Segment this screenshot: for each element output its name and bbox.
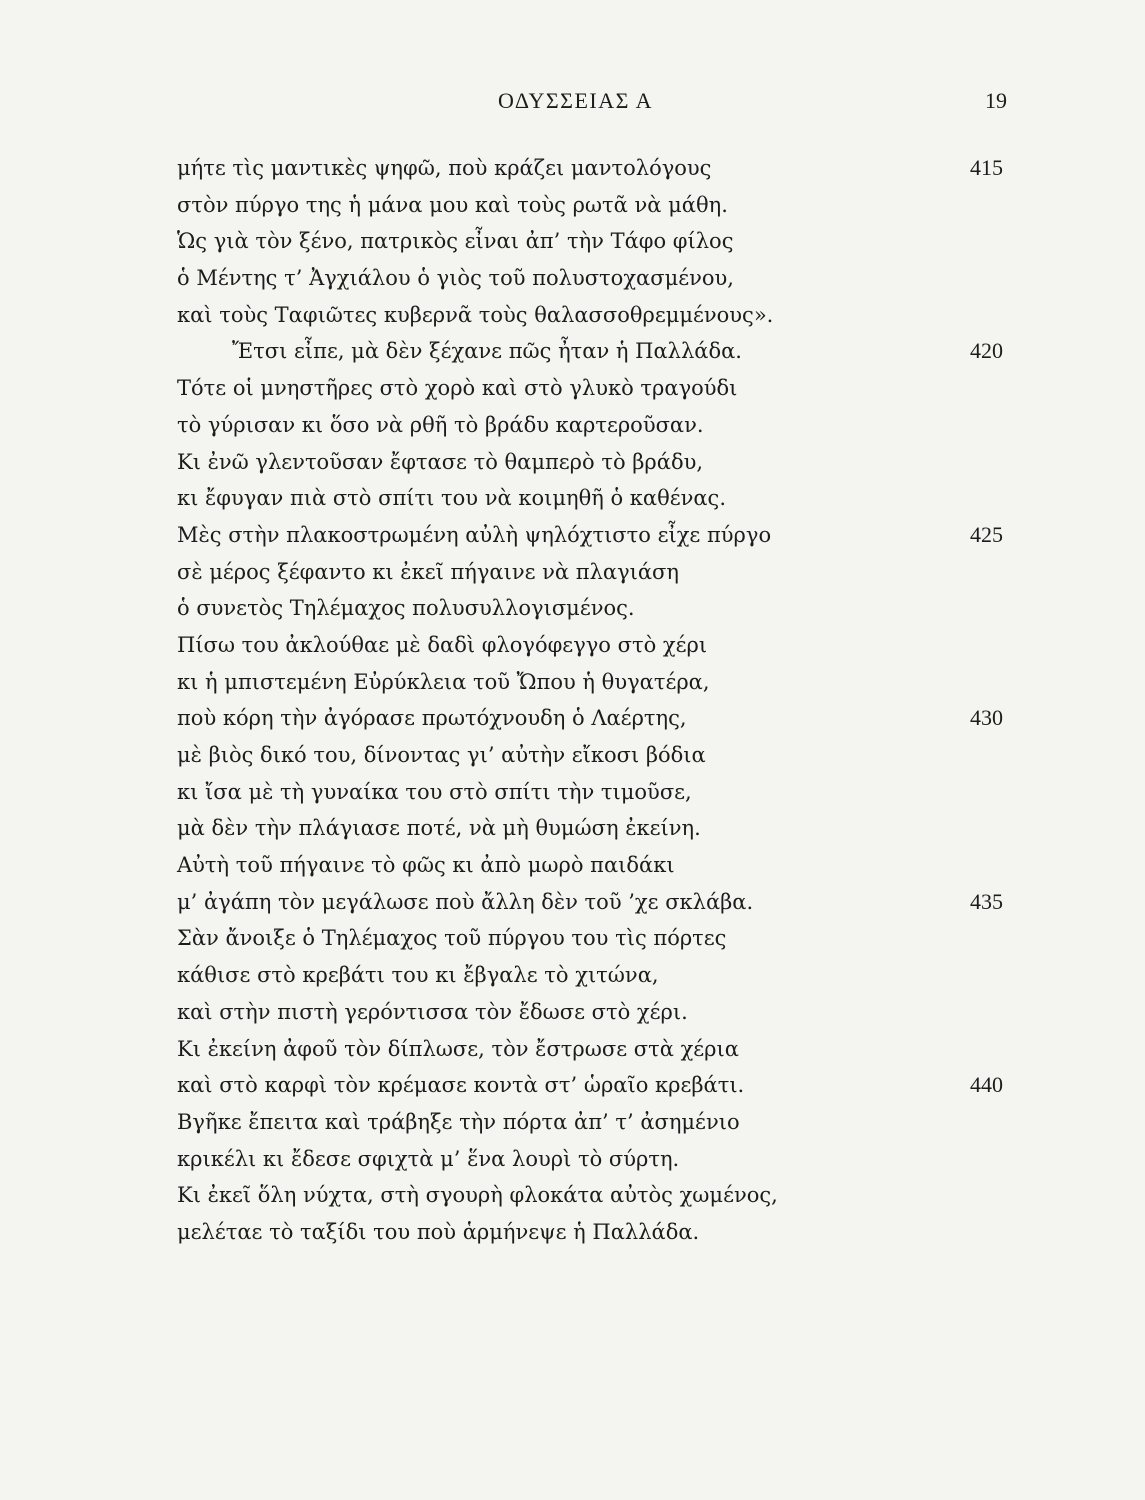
verse-line [0, 994, 1145, 1031]
verse-line [0, 920, 1145, 957]
verse-text: Τότε οἱ μνηστῆρες στὸ χορὸ καὶ στὸ γλυκὸ τραγούδι [177, 376, 738, 401]
verse-line [0, 664, 1145, 701]
verse-text: Κι ἐνῶ γλεντοῦσαν ἔφτασε τὸ θαμπερὸ τὸ βράδυ, [177, 449, 704, 474]
verse-text: κι ἡ μπιστεμένη Εὐρύκλεια τοῦ Ὤπου ἡ θυγατέρα, [177, 669, 710, 694]
verse-line [0, 1214, 1145, 1251]
verse-line [0, 333, 1145, 370]
verse-line [0, 297, 1145, 334]
verse-text: κάθισε στὸ κρεβάτι του κι ἔβγαλε τὸ χιτώνα, [177, 963, 659, 988]
verse-text: κι ἴσα μὲ τὴ γυναίκα του στὸ σπίτι τὴν τιμοῦσε, [177, 779, 692, 804]
verse-line [0, 627, 1145, 664]
verse-line [0, 187, 1145, 224]
verse-line [0, 737, 1145, 774]
verse-text: ποὺ κόρη τὴν ἀγόρασε πρωτόχνουδη ὁ Λαέρτης, [177, 706, 687, 731]
line-number: 435 [970, 888, 1003, 914]
verse-text: κι ἔφυγαν πιὰ στὸ σπίτι του νὰ κοιμηθῆ ὁ καθένας. [177, 486, 726, 511]
line-number: 430 [970, 705, 1003, 731]
verse-line [0, 517, 1145, 554]
line-number: 420 [970, 338, 1003, 364]
line-number: 425 [970, 521, 1003, 547]
verse-line [0, 1141, 1145, 1178]
verse-text: μὰ δὲν τὴν πλάγιασε ποτέ, νὰ μὴ θυμώση ἐκείνη. [177, 816, 701, 841]
running-title: ΟΔΥΣΣΕΙΑΣ Α [498, 88, 654, 113]
verse-line [0, 407, 1145, 444]
verse-text: Κι ἐκεῖ ὅλη νύχτα, στὴ σγουρὴ φλοκάτα αὐτὸς χωμένος, [177, 1183, 778, 1208]
verse-text: Πίσω του ἀκλούθαε μὲ δαδὶ φλογόφεγγο στὸ χέρι [177, 632, 708, 657]
verse-line [0, 554, 1145, 591]
verse-text: στὸν πύργο της ἡ μάνα μου καὶ τοὺς ρωτᾶ νὰ μάθη. [177, 192, 728, 217]
verse-line [0, 370, 1145, 407]
verse-line [0, 150, 1145, 187]
verse-text: Αὐτὴ τοῦ πήγαινε τὸ φῶς κι ἀπὸ μωρὸ παιδάκι [177, 853, 675, 878]
verse-text: Βγῆκε ἔπειτα καὶ τράβηξε τὴν πόρτα ἀπ’ τ’ ἀσημένιο [177, 1109, 740, 1134]
verse-line [0, 1177, 1145, 1214]
verse-text: κρικέλι κι ἔδεσε σφιχτὰ μ’ ἕνα λουρὶ τὸ σύρτη. [177, 1146, 680, 1171]
verse-line [0, 810, 1145, 847]
verse-text: μήτε τὶς μαντικὲς ψηφῶ, ποὺ κράζει μαντολόγους [177, 156, 712, 180]
verse-text: Κι ἐκείνη ἀφοῦ τὸν δίπλωσε, τὸν ἔστρωσε στὰ χέρια [177, 1036, 739, 1061]
verse-block [0, 150, 1145, 1251]
verse-line [0, 223, 1145, 260]
verse-text: ὁ συνετὸς Τηλέμαχος πολυσυλλογισμένος. [177, 596, 635, 621]
running-head [0, 86, 1145, 116]
verse-line [0, 1031, 1145, 1068]
verse-text: Ὡς γιὰ τὸν ξένο, πατρικὸς εἶναι ἀπ’ τὴν Τάφο φίλος [177, 229, 734, 254]
verse-text: καὶ στὸ καρφὶ τὸν κρέμασε κοντὰ στ’ ὡραῖο κρεβάτι. [177, 1073, 745, 1098]
verse-text: σὲ μέρος ξέφαντο κι ἐκεῖ πήγαινε νὰ πλαγιάση [177, 559, 679, 584]
verse-line [0, 884, 1145, 921]
verse-line [0, 774, 1145, 811]
verse-line [0, 480, 1145, 517]
verse-line [0, 847, 1145, 884]
verse-line [0, 1067, 1145, 1104]
line-number: 440 [970, 1072, 1003, 1098]
verse-text: Ἔτσι εἶπε, μὰ δὲν ξέχανε πῶς ἦταν ἡ Παλλάδα. [232, 339, 742, 364]
verse-line [0, 444, 1145, 481]
verse-line [0, 700, 1145, 737]
verse-line [0, 590, 1145, 627]
line-number: 415 [970, 155, 1003, 180]
verse-text: μελέταε τὸ ταξίδι του ποὺ ἁρμήνεψε ἡ Παλλάδα. [177, 1219, 700, 1244]
verse-text: Σὰν ἄνοιξε ὁ Τηλέμαχος τοῦ πύργου του τὶς πόρτες [177, 926, 727, 951]
verse-line [0, 1104, 1145, 1141]
verse-text: μ’ ἀγάπη τὸν μεγάλωσε ποὺ ἄλλη δὲν τοῦ ’χε σκλάβα. [177, 889, 754, 914]
page-number: 19 [985, 88, 1007, 113]
verse-text: τὸ γύρισαν κι ὅσο νὰ ρθῆ τὸ βράδυ καρτεροῦσαν. [177, 412, 704, 437]
verse-line [0, 957, 1145, 994]
verse-line [0, 260, 1145, 297]
verse-text: καὶ τοὺς Ταφιῶτες κυβερνᾶ τοὺς θαλασσοθρεμμένους». [177, 302, 774, 327]
verse-text: ὁ Μέντης τ’ Ἀγχιάλου ὁ γιὸς τοῦ πολυστοχασμένου, [177, 266, 734, 291]
verse-text: μὲ βιὸς δικό του, δίνοντας γι’ αὐτὴν εἴκοσι βόδια [177, 743, 706, 767]
verse-text: καὶ στὴν πιστὴ γερόντισσα τὸν ἔδωσε στὸ χέρι. [177, 999, 688, 1024]
verse-text: Μὲς στὴν πλακοστρωμένη αὐλὴ ψηλόχτιστο εἶχε πύργο [177, 522, 772, 547]
